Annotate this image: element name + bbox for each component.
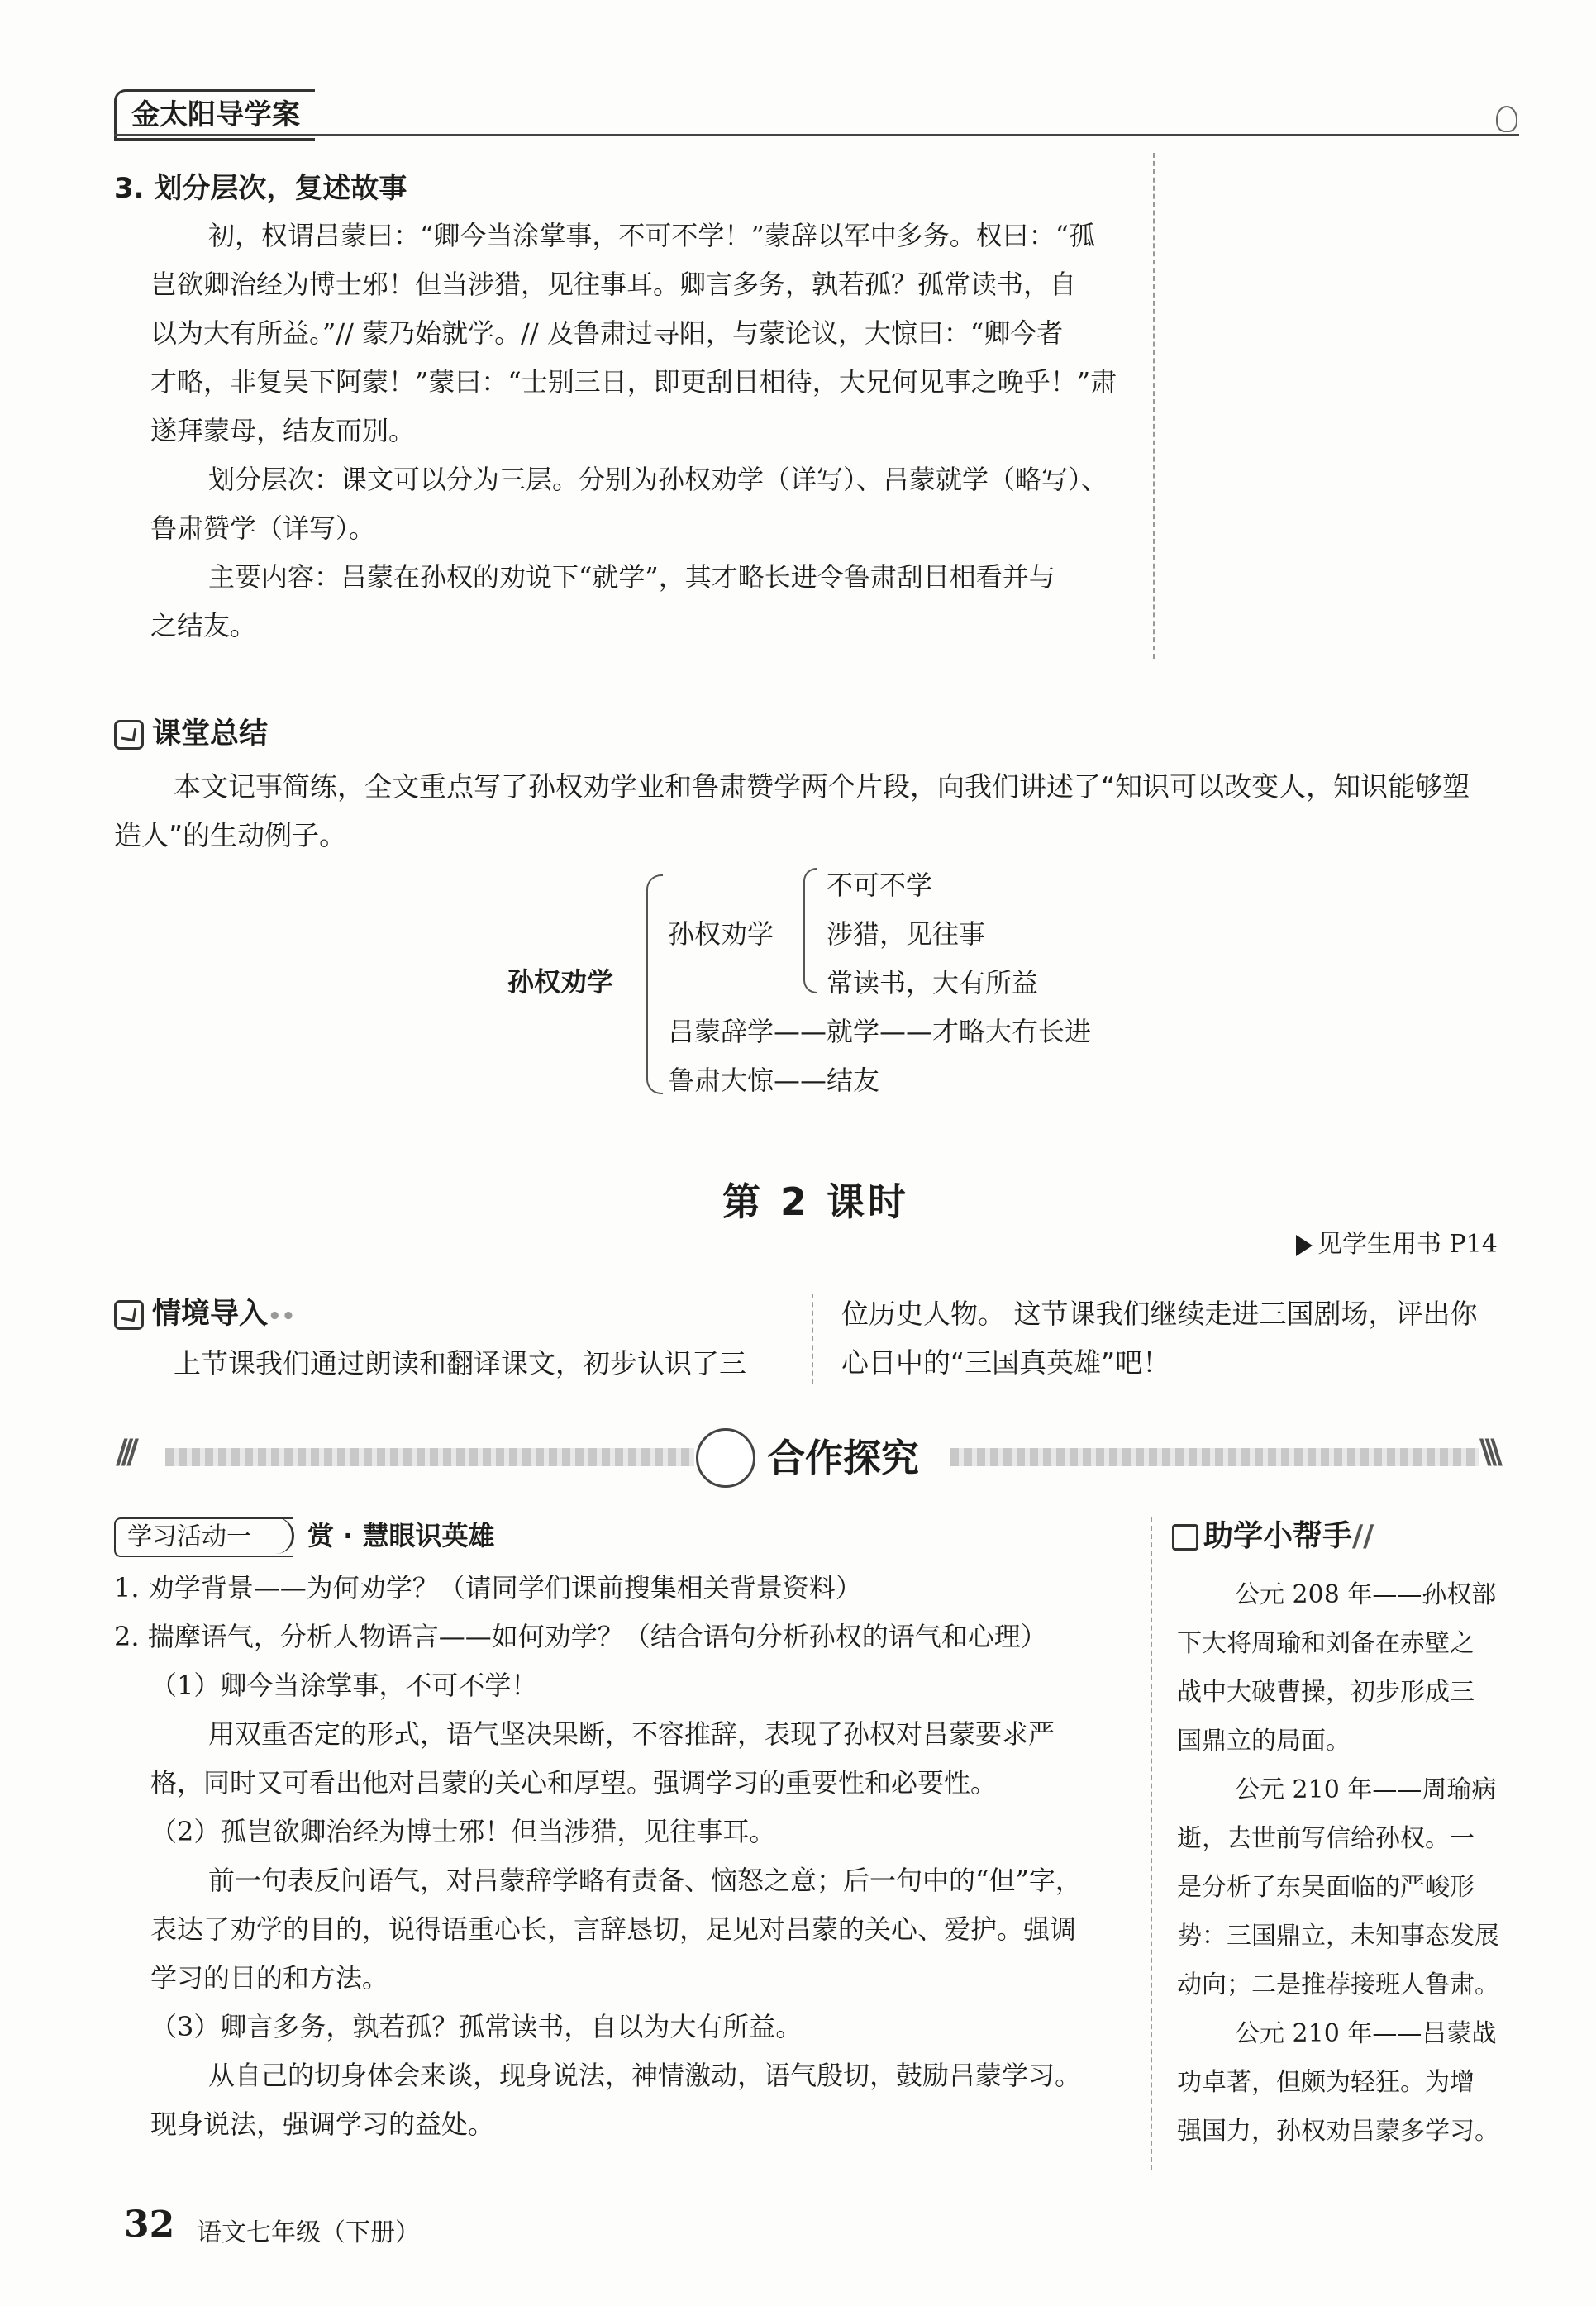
sidebar-line: 战中大破曹操，初步形成三 [1177,1678,1475,1707]
main-content-line: 之结友。 [150,610,257,641]
mindmap-leaf: 常读书，大有所益 [827,967,1039,998]
intro-left-text: 上节课我们通过朗读和翻译课文，初步认识了三 [174,1347,746,1379]
item-quote: （2）孤岂欲卿治经为博士邪！但当涉猎，见往事耳。 [150,1816,776,1847]
layers-line: 鲁肃赞学（详写）。 [150,512,376,544]
activity-title: 赏 · 慧眼识英雄 [307,1520,495,1551]
item-analysis: 用双重否定的形式，语气坚决果断，不容推辞，表现了孙权对吕蒙要求严 [208,1718,1055,1750]
summary-text: 本文记事简练，全文重点写了孙权劝学业和鲁肃赞学两个片段，向我们讲述了“知识可以改变人，知识能够塑 [174,770,1470,803]
layers-line: 划分层次：课文可以分为三层。分别为孙权劝学（详写）、吕蒙就学（略写）、 [208,464,1108,495]
item-analysis: 从自己的切身体会来谈，现身说法，神情激动，语气殷切，鼓励吕蒙学习。 [208,2060,1082,2091]
passage-line: 遂拜蒙母，结友而别。 [150,415,416,446]
sidebar-line: 公元 210 年——周瑜病 [1235,1775,1497,1804]
banner-right-slashes: \\\ [1479,1433,1496,1471]
student-book-ref [1296,1223,1498,1260]
passage-line: 才略，非复吴下阿蒙！”蒙曰：“士别三日，即更刮目相待，大兄何见事之晚乎！”肃 [150,366,1117,398]
main-content-line: 主要内容：吕蒙在孙权的劝说下“就学”，其才略长进令鲁肃刮目相看并与 [208,561,1055,593]
item-quote: （1）卿今当涂掌事，不可不学！ [150,1670,538,1701]
section3-heading: 3. 划分层次，复述故事 [114,172,407,205]
sidebar-line: 公元 208 年——孙权部 [1235,1580,1497,1609]
passage-line: 岂欲卿治经为博士邪！但当涉猎，见往事耳。卿言多务，孰若孤？孤常读书，自 [150,269,1077,300]
mindmap-leaf: 涉猎，见往事 [827,918,986,950]
sidebar-heading: 助学小帮手// [1172,1513,1374,1555]
passage-line: 初，权谓吕蒙曰：“卿今当涂掌事，不可不学！”蒙辞以军中多务。权曰：“孤 [208,220,1096,251]
brand-logo [114,89,315,141]
intro-divider [812,1294,813,1384]
item-analysis: 格，同时又可看出他对吕蒙的关心和厚望。强调学习的重要性和必要性。 [150,1767,998,1799]
item-analysis: 学习的目的和方法。 [150,1962,389,1994]
banner-left-slashes: /// [116,1433,132,1471]
activity-tag: 学习活动一 [114,1517,293,1557]
sidebar-line: 下大将周瑜和刘备在赤壁之 [1177,1629,1475,1658]
summary-heading-text: 课堂总结 [152,717,269,750]
intro-heading-text: 情境导入 [152,1298,269,1331]
item-quote: （3）卿言多务，孰若孤？孤常读书，自以为大有所益。 [150,2011,803,2042]
sidebar-line: 强国力，孙权劝吕蒙多学习。 [1177,2117,1499,2146]
intro-heading [114,1291,295,1332]
question-1: 1. 劝学背景——为何劝学？（请同学们课前搜集相关背景资料） [114,1572,862,1603]
summary-text: 造人”的生动例子。 [114,819,347,851]
item-analysis: 表达了劝学的目的，说得语重心长，言辞恳切，足见对吕蒙的关心、爱护。强调 [150,1913,1077,1945]
intro-dots: •• [268,1304,296,1329]
passage-line: 以为大有所益。”// 蒙乃始就学。// 及鲁肃过寻阳，与蒙论议，大惊曰：“卿今者 [150,317,1064,349]
student-book-ref-text: 见学生用书 P14 [1317,1230,1498,1259]
banner-bar-left [165,1448,694,1466]
mindmap-brace-main [646,874,663,1094]
mindmap-branch: 鲁肃大惊——结友 [668,1065,880,1096]
sidebar-line: 动向；二是推荐接班人鲁肃。 [1177,1970,1499,1999]
summary-heading [114,711,268,752]
mindmap-branch: 吕蒙辞学——就学——才略大有长进 [668,1016,1092,1047]
sidebar-title-text: 助学小帮手 [1203,1519,1353,1553]
sidebar-line: 是分析了东吴面临的严峻形 [1177,1873,1475,1902]
page-number: 32 [124,2204,175,2246]
lightbulb-icon [1496,106,1517,132]
item-analysis: 现身说法，强调学习的益处。 [150,2108,495,2140]
sidebar-line: 公元 210 年——吕蒙战 [1235,2019,1497,2048]
sidebar-line: 势：三国鼎立，未知事态发展 [1177,1922,1499,1951]
magnifier-icon [696,1428,755,1488]
sidebar-divider [1151,1517,1152,2170]
pencil-note-icon [114,720,144,750]
question-2: 2. 揣摩语气，分析人物语言——如何劝学？（结合语句分析孙权的语气和心理） [114,1621,1047,1652]
intro-right-text: 位历史人物。 这节课我们继续走进三国剧场，评出你 [841,1298,1478,1330]
banner-title: 合作探究 [767,1436,919,1480]
brand-suffix: 导学案 [216,98,300,131]
sidebar-line: 国鼎立的局面。 [1177,1727,1351,1756]
item-analysis: 前一句表反问语气，对吕蒙辞学略有责备、恼怒之意；后一句中的“但”字， [208,1865,1082,1896]
intro-right-text: 心目中的“三国真英雄”吧！ [841,1346,1170,1379]
mindmap-brace-sub [803,868,817,993]
lesson-title: 第 2 课时 [722,1179,910,1224]
header-rule [114,134,1519,136]
column-divider [1153,153,1155,659]
thumbs-up-icon [1172,1524,1198,1551]
book-title: 语文七年级（下册） [197,2218,420,2247]
mindmap-leaf: 不可不学 [827,870,933,901]
brand-name: 金太阳 [131,98,216,131]
intro-icon [114,1300,144,1330]
sidebar-line: 逝，去世前写信给孙权。一 [1177,1824,1475,1853]
triangle-arrow-icon [1296,1235,1313,1256]
sidebar-line: 功卓著，但颇为轻狂。为增 [1177,2068,1475,2097]
banner-bar-right [950,1448,1479,1466]
mindmap-branch: 孙权劝学 [668,918,774,950]
mindmap-root: 孙权劝学 [507,966,614,998]
